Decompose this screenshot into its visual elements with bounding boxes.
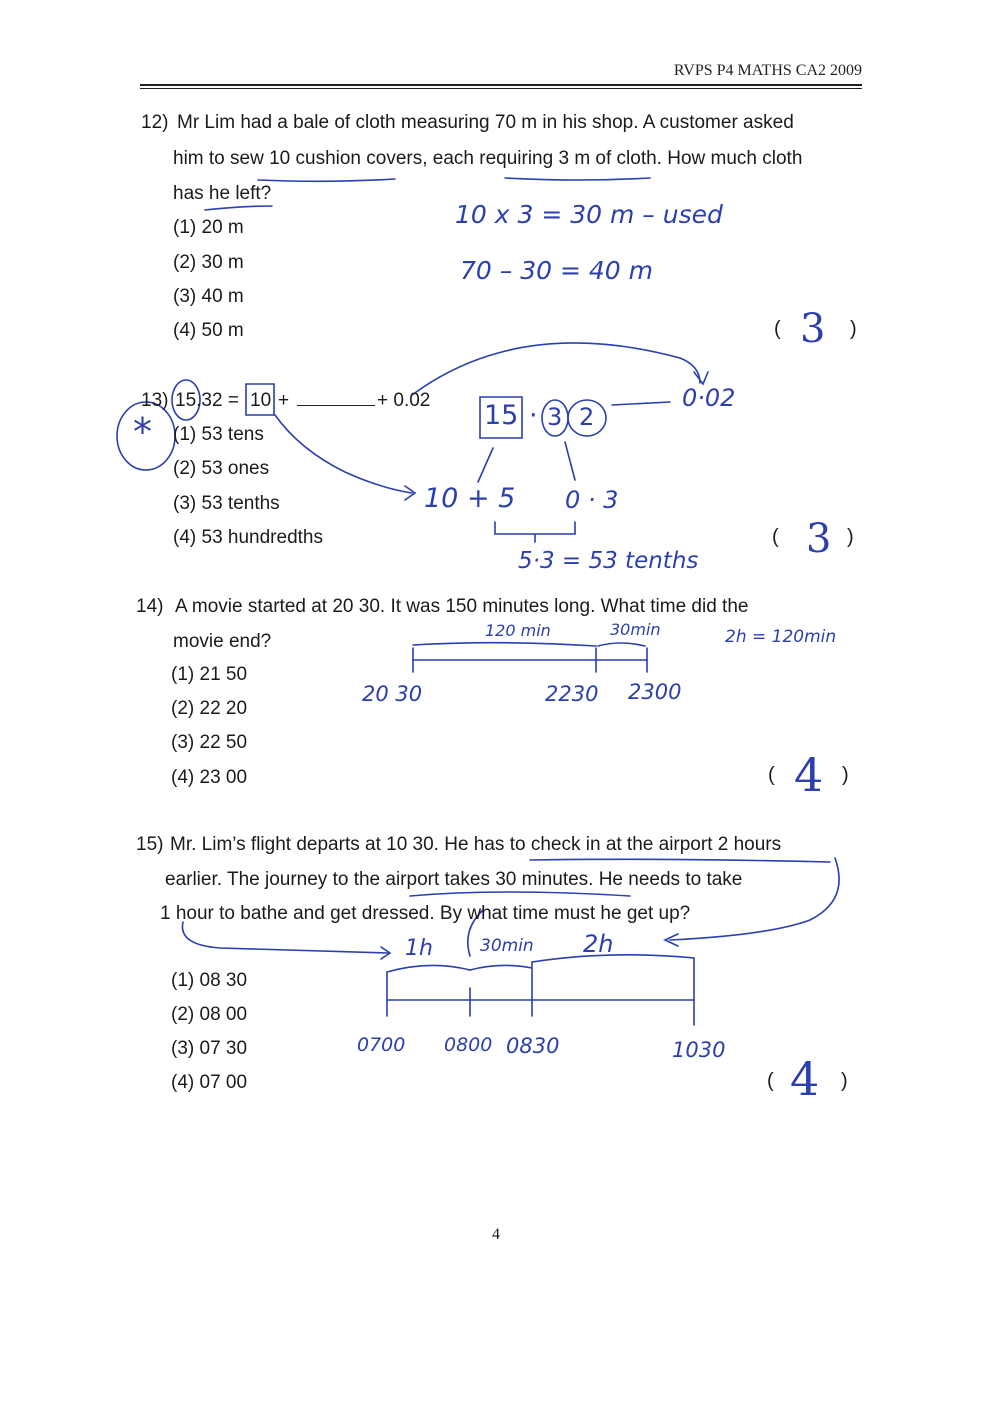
question-13-stem-a: 15.32 = bbox=[175, 390, 239, 411]
question-14-option-1: (1) 21 50 bbox=[171, 664, 248, 685]
question-12-option-4: (4) 50 m bbox=[173, 320, 244, 341]
question-13-working-right: 0·02 bbox=[682, 384, 736, 412]
question-14-number: 14) bbox=[136, 596, 164, 617]
question-12-option-3: (3) 40 m bbox=[173, 286, 244, 307]
question-15-working-t2: 0830 bbox=[506, 1034, 560, 1058]
question-14-working-note: 2h = 120min bbox=[725, 627, 837, 647]
question-13-working-hundredth: 2 bbox=[579, 403, 595, 431]
question-13-working-split-right: 0 · 3 bbox=[565, 486, 619, 514]
question-15-working-t1: 0800 bbox=[444, 1034, 493, 1056]
answer-bracket-12-open: ( bbox=[774, 318, 781, 340]
answer-13: 3 bbox=[806, 516, 832, 562]
answer-12: 3 bbox=[800, 306, 826, 352]
question-12-option-2: (2) 30 m bbox=[173, 252, 244, 273]
question-14-working-t1: 2230 bbox=[545, 682, 599, 706]
answer-bracket-15-close: ) bbox=[841, 1070, 848, 1092]
question-12-working-1: 10 x 3 = 30 m – used bbox=[455, 200, 723, 229]
underline-icon bbox=[258, 179, 395, 181]
question-13-option-2: (2) 53 ones bbox=[173, 458, 270, 479]
question-14-working-seg1: 120 min bbox=[485, 621, 551, 640]
header-rule-thin bbox=[140, 88, 862, 89]
answer-15: 4 bbox=[790, 1052, 820, 1106]
answer-bracket-15-open: ( bbox=[767, 1070, 774, 1092]
header-rule bbox=[140, 84, 862, 86]
underline-icon bbox=[205, 206, 272, 210]
question-13-working-dot: · bbox=[529, 400, 538, 431]
arrow-icon bbox=[182, 922, 388, 953]
question-15-working-seg2: 30min bbox=[480, 936, 534, 956]
underline-icon bbox=[410, 892, 630, 896]
answer-14: 4 bbox=[794, 748, 824, 802]
question-14-option-3: (3) 22 50 bbox=[171, 732, 248, 753]
question-15-number: 15) bbox=[136, 834, 164, 855]
question-12-number: 12) bbox=[141, 112, 169, 133]
question-13-option-4: (4) 53 hundredths bbox=[173, 527, 323, 548]
question-13-blank bbox=[297, 390, 375, 412]
question-13-working-result: 5·3 = 53 tenths bbox=[518, 548, 699, 574]
question-14-working-t0: 20 30 bbox=[362, 682, 423, 706]
question-15-option-2: (2) 08 00 bbox=[171, 1004, 248, 1025]
question-14-line-1: A movie started at 20 30. It was 150 minutes long. What time did the bbox=[175, 596, 749, 617]
question-14-working-seg2: 30min bbox=[610, 620, 661, 639]
question-13-stem-b: + bbox=[278, 390, 290, 411]
answer-bracket-13-close: ) bbox=[847, 526, 854, 548]
answer-bracket-12-close: ) bbox=[850, 318, 857, 340]
question-15-line-3: 1 hour to bathe and get dressed. By what time must he get up? bbox=[160, 903, 691, 924]
answer-bracket-14-close: ) bbox=[842, 764, 849, 786]
arrow-icon bbox=[275, 415, 412, 493]
question-12-line-2: him to sew 10 cushion covers, each requiring 3 m of cloth. How much cloth bbox=[173, 148, 803, 169]
question-15-option-1: (1) 08 30 bbox=[171, 970, 248, 991]
question-13-working-whole: 15 bbox=[484, 400, 519, 431]
question-12-option-1: (1) 20 m bbox=[173, 217, 244, 238]
question-12-line-1: Mr Lim had a bale of cloth measuring 70 m in his shop. A customer asked bbox=[177, 112, 794, 133]
question-13-working-tenth: 3 bbox=[547, 403, 563, 431]
star-icon: * bbox=[133, 410, 152, 454]
question-13-option-3: (3) 53 tenths bbox=[173, 493, 280, 514]
arrow-icon bbox=[412, 343, 700, 395]
question-15-line-1: Mr. Lim’s flight departs at 10 30. He has to check in at the airport 2 hours bbox=[170, 834, 782, 855]
question-13-stem-box: 10 bbox=[250, 390, 272, 411]
underline-icon bbox=[505, 178, 650, 180]
answer-bracket-13-open: ( bbox=[772, 526, 779, 548]
underline-icon bbox=[530, 859, 830, 862]
page-header: RVPS P4 MATHS CA2 2009 bbox=[673, 62, 862, 79]
question-15-option-4: (4) 07 00 bbox=[171, 1072, 248, 1093]
question-14-line-2: movie end? bbox=[173, 631, 272, 652]
question-14-working-t2: 2300 bbox=[628, 680, 682, 704]
question-12-working-2: 70 – 30 = 40 m bbox=[460, 256, 653, 285]
answer-bracket-14-open: ( bbox=[768, 764, 775, 786]
question-14-option-4: (4) 23 00 bbox=[171, 767, 248, 788]
question-13-number: 13) bbox=[141, 390, 169, 411]
page-number: 4 bbox=[492, 1226, 500, 1243]
question-14-option-2: (2) 22 20 bbox=[171, 698, 248, 719]
question-15-working-seg3: 2h bbox=[583, 930, 614, 958]
question-13-stem-c: + 0.02 bbox=[377, 390, 431, 411]
question-15-working-t3: 1030 bbox=[672, 1038, 726, 1062]
question-15-option-3: (3) 07 30 bbox=[171, 1038, 248, 1059]
question-12-line-3: has he left? bbox=[173, 183, 272, 204]
question-15-working-seg1: 1h bbox=[405, 936, 433, 961]
question-13-option-1: (1) 53 tens bbox=[173, 424, 264, 445]
question-15-line-2: earlier. The journey to the airport takes 30 minutes. He needs to take bbox=[165, 869, 743, 890]
question-15-working-t0: 0700 bbox=[357, 1034, 406, 1056]
question-13-working-split-left: 10 + 5 bbox=[424, 483, 516, 514]
